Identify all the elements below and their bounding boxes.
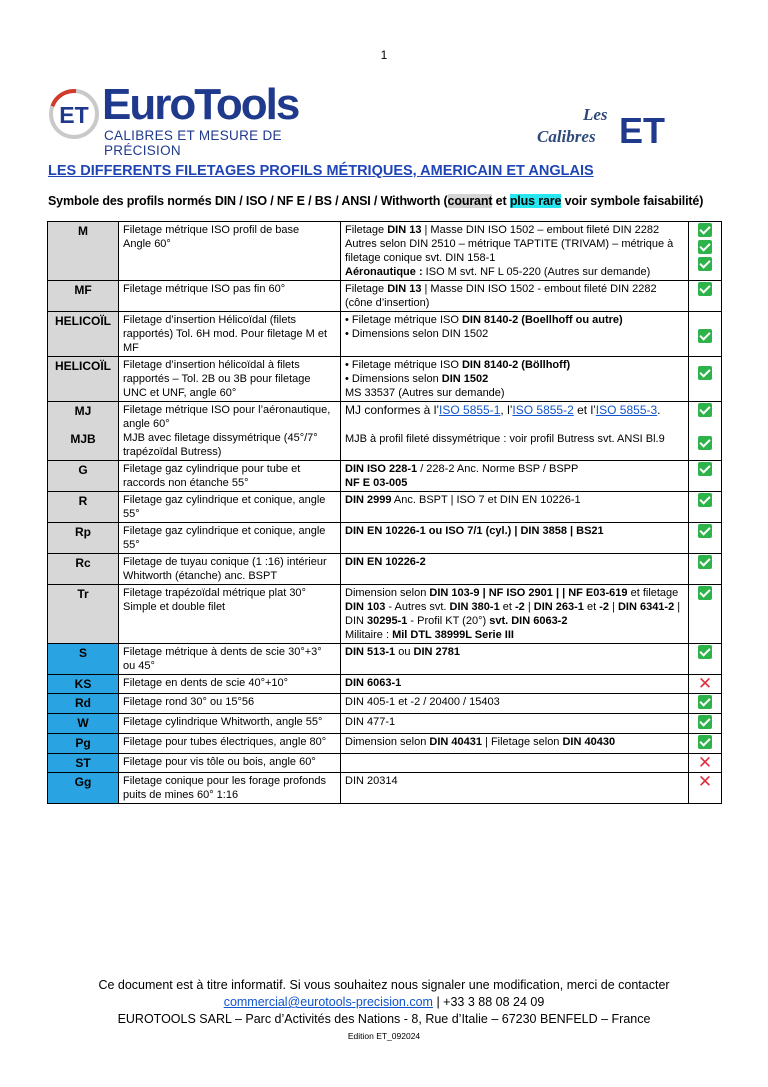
feasibility-cell <box>689 714 722 734</box>
table-row <box>48 734 722 754</box>
profile-code: S <box>48 644 119 675</box>
feasibility-cell <box>689 402 722 461</box>
check-icon <box>698 436 712 450</box>
feasibility-cell <box>689 492 722 523</box>
profile-standards: DIN ISO 228-1 / 228-2 Anc. Norme BSP / BSPP NF E 03-005 <box>341 461 689 492</box>
profile-standards: DIN EN 10226-2 <box>341 554 689 585</box>
legend-rare: plus rare <box>509 194 562 208</box>
profile-description: Filetage métrique à dents de scie 30°+3° ou 45° <box>119 644 341 675</box>
profile-description: Filetage d’insertion Hélicoïdal (filets rapportés) Tol. 6H mod. Pour filetage M et MF <box>119 312 341 357</box>
iso-5855-2-link[interactable]: ISO 5855-2 <box>512 403 574 417</box>
check-icon <box>698 493 712 507</box>
profile-code: MF <box>48 281 119 312</box>
iso-5855-1-link[interactable]: ISO 5855-1 <box>439 403 501 417</box>
profile-code: KS <box>48 675 119 694</box>
table-row <box>48 523 722 554</box>
profile-description: Filetage gaz cylindrique et conique, angle 55° <box>119 492 341 523</box>
feasibility-cell <box>689 523 722 554</box>
profile-code: W <box>48 714 119 734</box>
table-row <box>48 644 722 675</box>
profile-standards: DIN 405-1 et -2 / 20400 / 15403 <box>341 694 689 714</box>
profile-code: G <box>48 461 119 492</box>
profile-standards: MJ conformes à l’ISO 5855-1, l’ISO 5855-2 et l’ISO 5855-3. MJB à profil fileté dissymétrique : voir profil Butress svt. ANSI Bl.9 <box>341 402 689 461</box>
profile-description: Filetage d’insertion hélicoïdal à filets rapportés – Tol. 2B ou 3B pour filetage UNC et UNF, angle 60° <box>119 357 341 402</box>
table-row <box>48 694 722 714</box>
check-icon <box>698 403 712 417</box>
cross-icon: ✕ <box>697 674 713 693</box>
profile-code: MJ MJB <box>48 402 119 461</box>
table-row <box>48 554 722 585</box>
profile-description: Filetage conique pour les forage profonds puits de mines 60° 1:16 <box>119 773 341 804</box>
profile-code: HELICOÏL <box>48 312 119 357</box>
les-calibres-badge <box>535 102 665 146</box>
page-number: 1 <box>380 48 388 62</box>
footer-edition: Edition ET_092024 <box>347 1031 421 1041</box>
feasibility-cell <box>689 585 722 644</box>
table-row <box>48 773 722 804</box>
profile-description: Filetage gaz cylindrique et conique, angle 55° <box>119 523 341 554</box>
check-icon <box>698 462 712 476</box>
profile-standards: DIN 20314 <box>341 773 689 804</box>
legend-common: courant <box>447 194 493 208</box>
table-row <box>48 357 722 402</box>
check-icon <box>698 329 712 343</box>
profile-description: Filetage pour tubes électriques, angle 80° <box>119 734 341 754</box>
check-icon <box>698 555 712 569</box>
check-icon <box>698 240 712 254</box>
footer-disclaimer: Ce document est à titre informatif. Si vous souhaitez nous signaler une modification, merci de contacter <box>98 978 670 992</box>
contact-phone: | +33 3 88 08 24 09 <box>432 995 545 1009</box>
table-row <box>48 492 722 523</box>
check-icon <box>698 257 712 271</box>
table-row <box>48 585 722 644</box>
check-icon <box>698 586 712 600</box>
page-subtitle: Symbole des profils normés DIN / ISO / NF E / BS / ANSI / Withworth (courant et plus rare voir symbole faisabilité) <box>48 194 704 208</box>
profile-description: Filetage de tuyau conique (1 :16) intérieur Whitworth (étanche) anc. BSPT <box>119 554 341 585</box>
profile-standards: Dimension selon DIN 40431 | Filetage selon DIN 40430 <box>341 734 689 754</box>
contact-email-link[interactable]: commercial@eurotools-precision.com <box>223 995 433 1009</box>
profile-description: Filetage gaz cylindrique pour tube et raccords non étanche 55° <box>119 461 341 492</box>
feasibility-cell <box>689 312 722 357</box>
feasibility-cell <box>689 773 722 804</box>
profile-code: Tr <box>48 585 119 644</box>
feasibility-cell <box>689 461 722 492</box>
profile-code: Rc <box>48 554 119 585</box>
thread-profiles-table <box>47 221 722 804</box>
feasibility-cell <box>689 734 722 754</box>
profile-code: HELICOÏL <box>48 357 119 402</box>
profile-standards: Filetage DIN 13 | Masse DIN ISO 1502 – embout fileté DIN 2282 Autres selon DIN 2510 – métrique TAPTITE (TRIVAM) – métrique à filetage conique svt. DIN 158-1 Aéronautique : ISO M svt. NF L 05-220 (Autres sur demande) <box>341 222 689 281</box>
profile-standards: Dimension selon DIN 103-9 | NF ISO 2901 | | NF E03-619 et filetage DIN 103 - Autres svt. DIN 380-1 et -2 | DIN 263-1 et -2 | DIN 6341-2 | DIN 30295-1 - Profil KT (20°) svt. DIN 6063-2 Militaire : Mil DTL 38999L Serie III <box>341 585 689 644</box>
profile-standards: DIN 2999 Anc. BSPT | ISO 7 et DIN EN 10226-1 <box>341 492 689 523</box>
table-row <box>48 754 722 773</box>
badge-line1: Les <box>583 105 608 124</box>
profile-standards <box>341 754 689 773</box>
check-icon <box>698 695 712 709</box>
check-icon <box>698 366 712 380</box>
logo-mark: ET <box>59 102 89 128</box>
profile-description: Filetage en dents de scie 40°+10° <box>119 675 341 694</box>
feasibility-cell <box>689 554 722 585</box>
profile-description: Filetage métrique ISO pour l’aéronautique, angle 60° MJB avec filetage dissymétrique (45°/7° trapézoïdal Butress) <box>119 402 341 461</box>
table-row <box>48 675 722 694</box>
eurotools-logo <box>48 80 338 158</box>
logo-tagline: CALIBRES ET MESURE DE PRÉCISION <box>104 128 282 158</box>
feasibility-cell <box>689 644 722 675</box>
feasibility-cell <box>689 675 722 694</box>
profile-standards: DIN EN 10226-1 ou ISO 7/1 (cyl.) | DIN 3858 | BS21 <box>341 523 689 554</box>
badge-line2: Calibres <box>537 127 596 146</box>
feasibility-cell <box>689 754 722 773</box>
page-footer <box>0 977 768 1045</box>
check-icon <box>698 223 712 237</box>
et-logo-icon <box>48 84 100 144</box>
check-icon <box>698 715 712 729</box>
footer-address: EUROTOOLS SARL – Parc d’Activités des Nations - 8, Rue d’Italie – 67230 BENFELD – France <box>117 1012 651 1026</box>
table-row <box>48 461 722 492</box>
profile-description: Filetage trapézoïdal métrique plat 30° Simple et double filet <box>119 585 341 644</box>
profile-description: Filetage métrique ISO profil de base Angle 60° <box>119 222 341 281</box>
table-row <box>48 402 722 461</box>
iso-5855-3-link[interactable]: ISO 5855-3 <box>595 403 658 417</box>
profile-description: Filetage rond 30° ou 15°56 <box>119 694 341 714</box>
profile-description: Filetage métrique ISO pas fin 60° <box>119 281 341 312</box>
check-icon <box>698 282 712 296</box>
profile-code: ST <box>48 754 119 773</box>
profile-code: M <box>48 222 119 281</box>
profile-standards: • Filetage métrique ISO DIN 8140-2 (Böllhoff) • Dimensions selon DIN 1502 MS 33537 (Autres sur demande) <box>341 357 689 402</box>
feasibility-cell <box>689 694 722 714</box>
table-row <box>48 714 722 734</box>
profile-description: Filetage pour vis tôle ou bois, angle 60° <box>119 754 341 773</box>
badge-mark: ET <box>619 110 665 146</box>
profile-code: Rp <box>48 523 119 554</box>
profile-standards: Filetage DIN 13 | Masse DIN ISO 1502 - embout fileté DIN 2282 (cône d’insertion) <box>341 281 689 312</box>
profile-code: Rd <box>48 694 119 714</box>
table-row <box>48 222 722 281</box>
page-title: LES DIFFERENTS FILETAGES PROFILS MÉTRIQUES, AMERICAIN ET ANGLAIS <box>48 163 594 179</box>
logo-name: EuroTools <box>102 80 299 129</box>
profile-code: Gg <box>48 773 119 804</box>
cross-icon: ✕ <box>697 753 713 772</box>
profile-code: R <box>48 492 119 523</box>
footer-contact <box>0 994 768 1011</box>
table-row <box>48 281 722 312</box>
feasibility-cell <box>689 222 722 281</box>
profile-standards: • Filetage métrique ISO DIN 8140-2 (Boellhoff ou autre) • Dimensions selon DIN 1502 <box>341 312 689 357</box>
check-icon <box>698 645 712 659</box>
feasibility-cell <box>689 357 722 402</box>
feasibility-cell <box>689 281 722 312</box>
profile-standards: DIN 513-1 ou DIN 2781 <box>341 644 689 675</box>
profile-code: Pg <box>48 734 119 754</box>
profile-standards: DIN 6063-1 <box>341 675 689 694</box>
check-icon <box>698 735 712 749</box>
table-row <box>48 312 722 357</box>
profile-standards: DIN 477-1 <box>341 714 689 734</box>
profile-description: Filetage cylindrique Whitworth, angle 55° <box>119 714 341 734</box>
check-icon <box>698 524 712 538</box>
cross-icon: ✕ <box>697 772 713 791</box>
